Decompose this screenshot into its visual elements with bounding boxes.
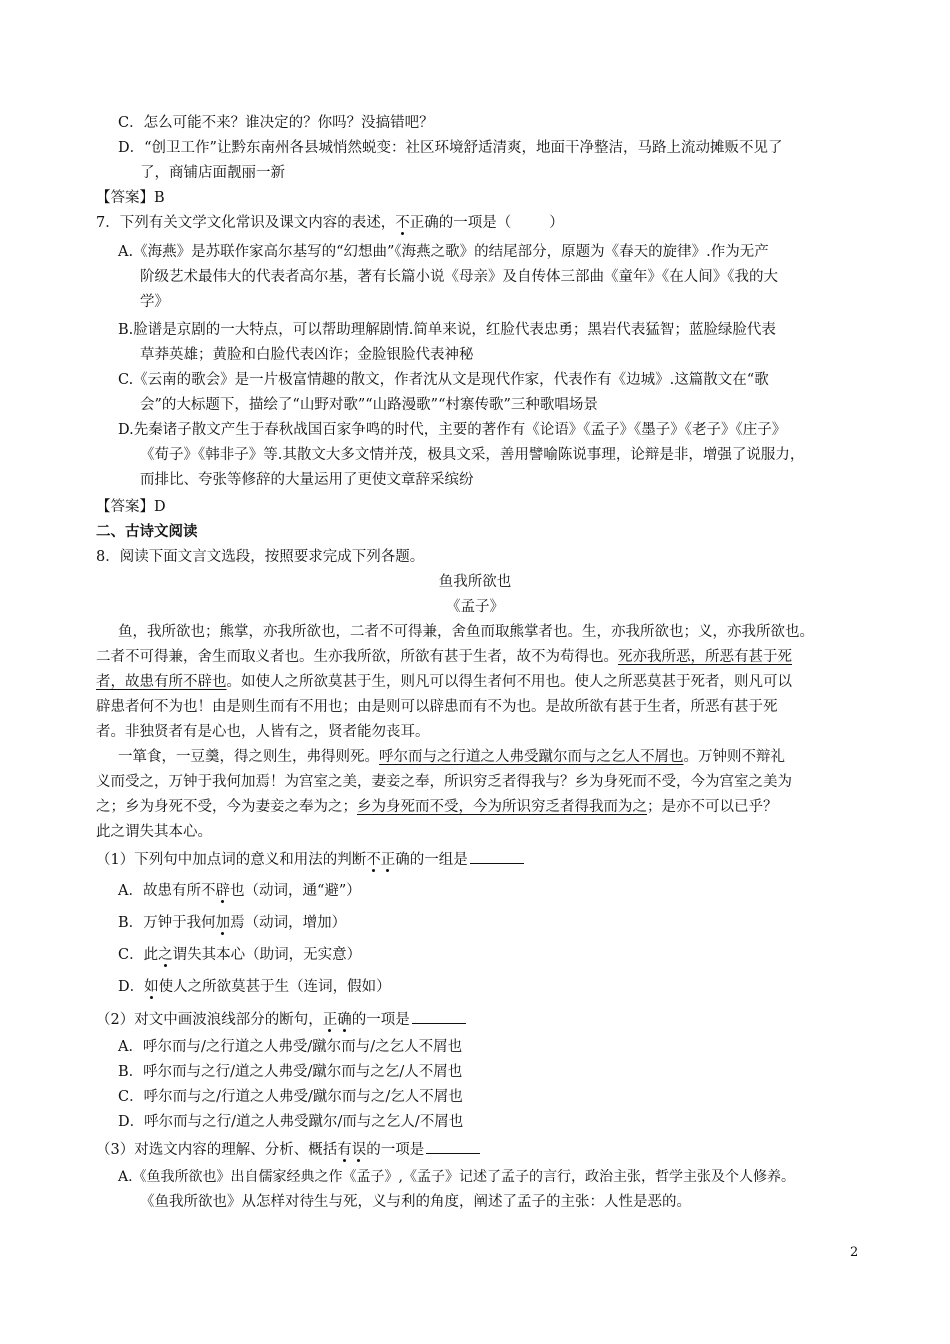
passage-p1-line5: 者。非独贤者有是心也，人皆有之，贤者能勿丧耳。 [96, 724, 430, 740]
q7-stem [96, 213, 564, 233]
sub3-stem-text: （3）对选文内容的理解、分析、概括 [96, 1142, 338, 1158]
q7-option-c-line2: 会”的大标题下，描绘了“山野对歌”“山路漫歌”“村寨传歌”三种歌唱场景 [140, 397, 598, 413]
passage-text: 一箪食，一豆羹，得之则生，弗得则死。 [118, 749, 379, 765]
sub1-stem-emphasis: 不 [366, 852, 381, 868]
sub2-stem-text: （2）对文中画波浪线部分的断句， [96, 1012, 323, 1028]
passage-author: 《孟子》 [446, 599, 504, 615]
q6-answer: 【答案】B [96, 190, 165, 206]
passage-p1-line3 [96, 672, 792, 692]
q7-stem-emphasis: 确 [424, 215, 439, 231]
q6-option-d-line2: 了，商铺店面靓丽一新 [140, 165, 285, 181]
passage-p1-line4: 辟患者何不为也！由是则生而有不用也；由是则可以辟患而有不为也。是故所欲有甚于生者，所恶有甚于死 [96, 699, 778, 715]
option-text: A．故患有所不 [118, 883, 216, 899]
q7-stem-emphasis: 正 [409, 215, 425, 231]
option-text: D． [118, 979, 145, 995]
option-text: B．万钟于我何 [118, 915, 216, 931]
passage-underlined-text: 呼尔而与之行道之人弗受蹴尔而与之乞人不屑也 [379, 749, 684, 765]
q6-option-d-line1: D．“创卫工作”让黔东南州各县城悄然蜕变：社区环境舒适清爽，地面干净整洁，马路上流动摊贩不见了 [118, 140, 783, 156]
page-number: 2 [850, 1245, 859, 1260]
q8-sub1-option-a [118, 881, 361, 901]
q7-stem-paren: ） [549, 215, 564, 231]
q7-stem-emphasis: 不 [395, 215, 410, 231]
q7-option-a-line1: A.《海燕》是苏联作家高尔基写的“幻想曲”《海燕之歌》的结尾部分，原题为《春天的旋律》.作为无产 [118, 244, 769, 260]
sub3-stem-text: 的一项是 [366, 1142, 425, 1158]
sub1-stem-text: 的一组是 [409, 852, 468, 868]
q7-option-b-line1: B.脸谱是京剧的一大特点，可以帮助理解剧情.简单来说，红脸代表忠勇；黑岩代表猛智；蓝脸绿脸代表 [118, 322, 776, 338]
passage-p2-line2: 义而受之，万钟于我何加焉！为宫室之美，妻妾之奉，所识穷乏者得我与？乡为身死而不受，今为宫室之美为 [96, 774, 792, 790]
passage-text: 。万钟则不辩礼 [683, 749, 785, 765]
passage-p2-line1 [118, 747, 785, 767]
sub2-stem-text: 的一项是 [351, 1012, 410, 1028]
passage-underlined-text: 者，故患有所不辟也 [96, 674, 227, 690]
q8-sub2-option-d: D．呼尔而与之行/道之人弗受蹴尔/而与之乞人/不屑也 [118, 1114, 464, 1130]
q7-stem-text: 的一项是（ [438, 215, 512, 231]
passage-text: 。如使人之所欲莫甚于生，则凡可以得生者何不用也。使人之所恶莫甚于死者，则凡可以 [226, 674, 792, 690]
passage-p2-line4: 此之谓失其本心。 [96, 824, 212, 840]
q7-option-d-line3: 而排比、夸张等修辞的大量运用了更使文章辞采缤纷 [140, 472, 474, 488]
passage-p1-line1: 鱼，我所欲也；熊掌，亦我所欲也，二者不可得兼，舍鱼而取熊掌者也。生，亦我所欲也；义，亦我所欲也。 [118, 624, 814, 640]
q7-option-d-line1: D.先秦诸子散文产生于春秋战国百家争鸣的时代，主要的著作有《论语》《孟子》《墨子》《老子》《庄子》 [118, 422, 787, 438]
passage-underlined-text: 乡为身死而不受，今为所识穷乏者得我而为之 [357, 799, 647, 815]
passage-text: ；是亦不可以已乎？ [647, 799, 778, 815]
option-dotted-word: 加 [215, 915, 231, 931]
option-text: C．此 [118, 947, 159, 963]
q8-sub2-option-a: A．呼尔而与/之行道之人弗受/蹴尔而与/之乞人不屑也 [118, 1039, 463, 1055]
option-dotted-word: 之 [158, 947, 173, 963]
passage-underlined-text: 死亦我所恶，所恶有甚于死 [618, 649, 792, 665]
q6-option-c: C．怎么可能不来？谁决定的？你吗？没搞错吧？ [118, 115, 434, 131]
answer-blank[interactable] [426, 1139, 480, 1154]
option-dotted-word: 如 [144, 979, 159, 995]
option-text: 也（动词，通“避”） [229, 883, 361, 899]
q8-stem: 8．阅读下面文言文选段，按照要求完成下列各题。 [96, 549, 425, 565]
sub2-stem-emphasis: 正 [322, 1012, 338, 1028]
passage-text: 二者不可得兼，舍生而取义者也。生亦我所欲，所欲有甚于生者，故不为苟得也。 [96, 649, 618, 665]
q7-option-d-line2: 《荀子》《韩非子》等.其散文大多文情并茂，极具文采，善用譬喻陈说事理，论辩是非，增强了说服力， [140, 447, 805, 463]
sub3-stem-emphasis: 误 [351, 1142, 367, 1158]
option-text: 谓失其本心（助词，无实意） [172, 947, 362, 963]
q8-sub2-stem [96, 1009, 466, 1030]
sub3-stem-emphasis: 有 [337, 1142, 352, 1158]
sub1-stem-text: （1）下列句中加点词的意义和用法的判断 [96, 852, 367, 868]
q8-sub2-option-c: C．呼尔而与之/行道之人弗受/蹴尔而与之/乞人不屑也 [118, 1089, 463, 1105]
q7-option-a-line3: 学》 [140, 294, 169, 310]
q7-answer: 【答案】D [96, 499, 166, 515]
option-dotted-word: 辟 [215, 883, 230, 899]
q8-sub3-option-a-line2: 《鱼我所欲也》从怎样对待生与死，义与利的角度，阐述了孟子的主张：人性是恶的。 [140, 1194, 691, 1210]
q8-sub3-option-a-line1: A.《鱼我所欲也》出自儒家经典之作《孟子》,《孟子》记述了孟子的言行，政治主张，哲学主张及个人修养。 [118, 1169, 796, 1185]
answer-blank[interactable] [470, 849, 524, 864]
passage-text: 之；乡为身死不受，今为妻妾之奉为之； [96, 799, 357, 815]
q8-sub1-option-b [118, 913, 346, 933]
q8-sub3-stem [96, 1139, 480, 1160]
sub1-stem-emphasis: 正 [380, 852, 396, 868]
answer-blank[interactable] [412, 1009, 466, 1024]
section-heading: 二、古诗文阅读 [96, 523, 198, 540]
sub1-stem-emphasis: 确 [395, 852, 410, 868]
passage-title: 鱼我所欲也 [438, 574, 512, 590]
sub2-stem-emphasis: 确 [337, 1012, 352, 1028]
q7-option-a-line2: 阶级艺术最伟大的代表者高尔基，著有长篇小说《母亲》及自传体三部曲《童年》《在人间》《我的大 [140, 269, 778, 285]
passage-p2-line3 [96, 797, 778, 817]
q8-sub1-stem [96, 849, 524, 870]
q8-sub1-option-d [118, 977, 391, 997]
q7-option-c-line1: C.《云南的歌会》是一片极富情趣的散文，作者沈从文是现代作家，代表作有《边城》.这篇散文在“歌 [118, 372, 769, 388]
option-text: 焉（动词，增加） [230, 915, 347, 931]
q8-sub1-option-c [118, 945, 361, 965]
q7-stem-text: 7．下列有关文学文化常识及课文内容的表述， [96, 215, 396, 231]
q7-option-b-line2: 草莽英雄；黄脸和白脸代表凶诈；金脸银脸代表神秘 [140, 347, 474, 363]
passage-p1-line2 [96, 647, 792, 667]
q8-sub2-option-b: B．呼尔而与之行/道之人弗受/蹴尔而与之乞/人不屑也 [118, 1064, 463, 1080]
option-text: 使人之所欲莫甚于生（连词，假如） [158, 979, 391, 995]
